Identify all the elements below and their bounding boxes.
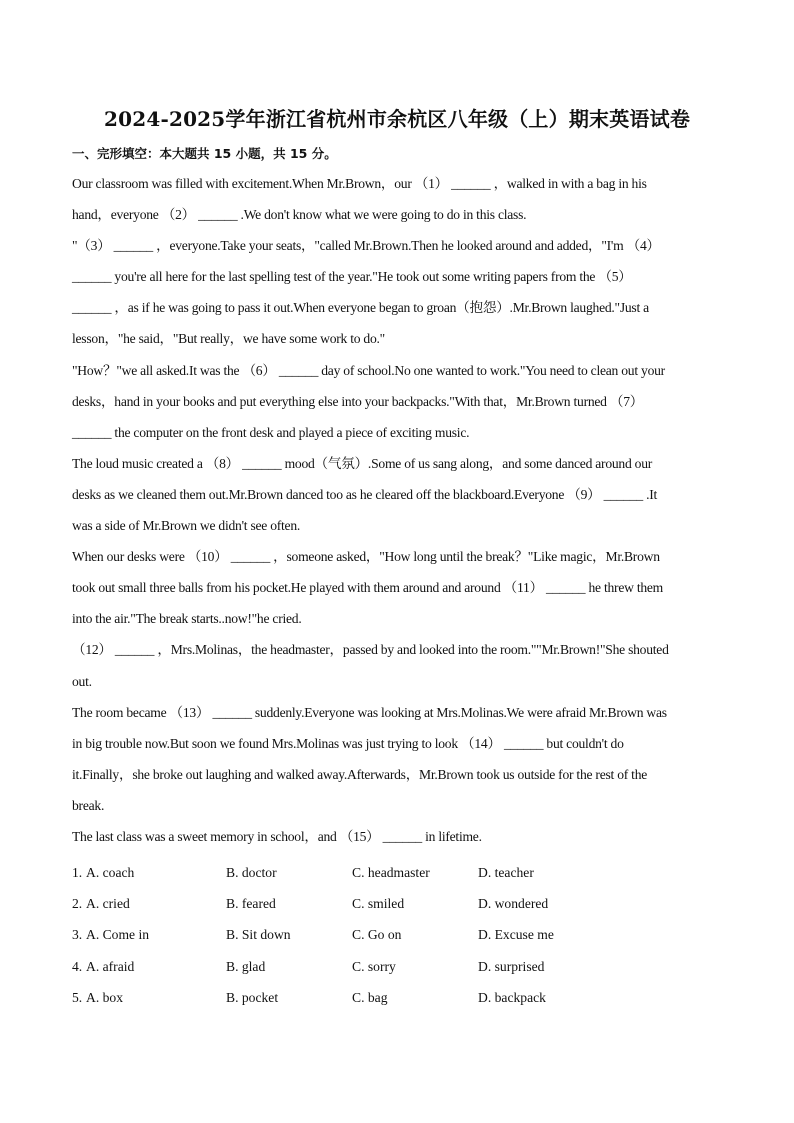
question-number: 3. bbox=[72, 927, 83, 943]
option-c: C. bag bbox=[352, 989, 388, 1005]
option-b: B. Sit down bbox=[226, 927, 291, 943]
option-a: A. box bbox=[86, 989, 124, 1005]
option-d: D. teacher bbox=[478, 865, 534, 880]
option-d: D. wondered bbox=[478, 896, 549, 912]
cloze-passage: Our classroom was filled with excitement.When Mr.Brown，our （1） ______ ，walked in with a bag in his hand，everyone （2） ______ .We don't know what we were going to do in this class. "（3） ______ ，everyone.Take your seats，"called Mr.Brown.Then he looked around and added，"I'm （4） ______ you're all here for the last spelling test of the year."He took out some writing papers from the （5） ______ ，as if he was going to pass it out.When everyone began to groan（抱怨）.Mr.Brown laughed."Just a lesson，"he said，"But really，we have some work to do." "How？"we all asked.It was the （6） ______ day of school.No one wanted to work."You need to clean out your desks，hand in your books and put everything else into your backpacks."With that，Mr.Brown turned （7） ______ the computer on the front desk and played a piece of exciting music. The loud music created a （8） ______ mood（气氛）.Some of us sang along，and some danced around our desks as we cleaned them out.Mr.Brown danced too as he cleared off the blackboard.Everyone （9） ______ .It was a side of Mr.Brown we didn't see often. When our desks were （10） ______ ，someone asked，"How long until the break？"Like magic，Mr.Brown took out small three balls from his pocket.He played with them around and around （11） ______ he threw them into the air."The break starts..now!"he cried. （12） ______ ，Mrs.Molinas，the headmaster，passed by and looked into the room.""Mr.Brown!"She shouted out. The room became （13） ______ suddenly.Everyone was looking at Mrs.Molinas.We were afraid Mr.Brown was in big trouble now.But soon we found Mrs.Molinas was just trying to look （14） ______ but couldn't do it.Finally，she broke out laughing and walked away.Afterwards，Mr.Brown took us outside for the rest of the break. The last class was a sweet memory in school，and （15） ______ in lifetime. bbox=[72, 176, 669, 844]
question-number: 2. bbox=[72, 896, 83, 912]
question-row-4 bbox=[72, 951, 722, 982]
question-row-1 bbox=[72, 857, 722, 888]
question-number: 4. bbox=[72, 958, 83, 974]
question-row-2 bbox=[72, 888, 722, 919]
option-c: C. Go on bbox=[352, 927, 402, 943]
option-c: C. sorry bbox=[352, 958, 396, 974]
option-c: C. headmaster bbox=[352, 865, 430, 880]
option-a: A. cried bbox=[86, 896, 130, 912]
option-c: C. smiled bbox=[352, 896, 405, 912]
option-d: D. surprised bbox=[478, 958, 545, 974]
answer-options bbox=[72, 857, 722, 1013]
question-number: 5. bbox=[72, 989, 83, 1005]
option-d: D. Excuse me bbox=[478, 927, 554, 943]
option-a: A. coach bbox=[86, 865, 135, 880]
option-b: B. doctor bbox=[226, 865, 277, 880]
question-row-5 bbox=[72, 982, 722, 1013]
page-title: 2024-2025学年浙江省杭州市余杭区八年级（上）期末英语试卷 bbox=[103, 107, 691, 131]
option-b: B. glad bbox=[226, 958, 266, 974]
question-row-3 bbox=[72, 919, 722, 950]
option-b: B. pocket bbox=[226, 989, 279, 1005]
option-b: B. feared bbox=[226, 896, 276, 912]
option-d: D. backpack bbox=[478, 989, 546, 1005]
option-a: A. afraid bbox=[86, 958, 135, 974]
question-number: 1. bbox=[72, 865, 83, 880]
option-a: A. Come in bbox=[86, 927, 150, 943]
section-heading: 一、完形填空：本大题共 15 小题，共 15 分。 bbox=[72, 146, 337, 161]
